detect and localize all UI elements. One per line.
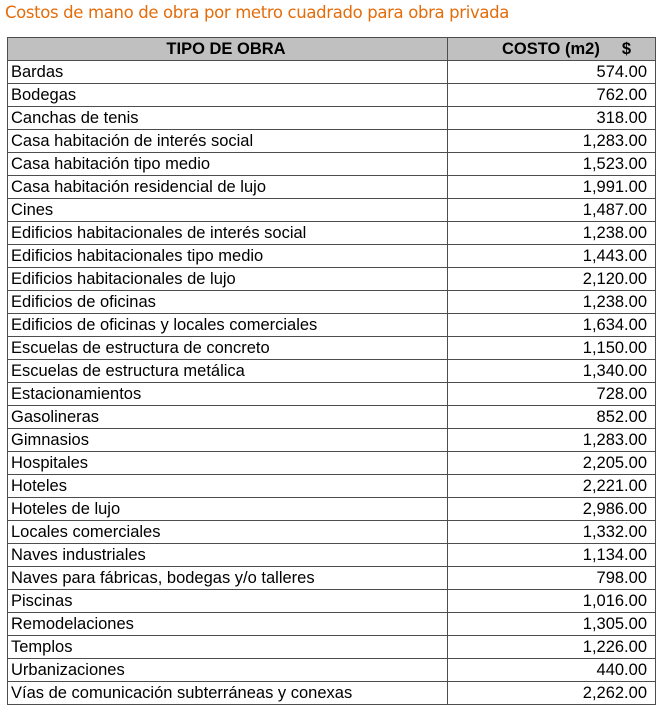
table-header bbox=[8, 38, 656, 61]
row-cost: 1,443.00 bbox=[448, 245, 656, 268]
row-type: Bardas bbox=[8, 61, 448, 84]
row-type: Gimnasios bbox=[8, 429, 448, 452]
table-row bbox=[8, 521, 656, 544]
header-row bbox=[8, 38, 656, 61]
table-body bbox=[8, 61, 656, 705]
row-type: Urbanizaciones bbox=[8, 659, 448, 682]
table-row bbox=[8, 659, 656, 682]
row-type: Casa habitación tipo medio bbox=[8, 153, 448, 176]
table-row bbox=[8, 199, 656, 222]
table-row bbox=[8, 383, 656, 406]
header-cost-label: COSTO (m2) bbox=[502, 40, 600, 58]
row-cost: 2,262.00 bbox=[448, 682, 656, 705]
row-type: Vías de comunicación subterráneas y conexas bbox=[8, 682, 448, 705]
row-type: Escuelas de estructura de concreto bbox=[8, 337, 448, 360]
row-type: Naves industriales bbox=[8, 544, 448, 567]
table-row bbox=[8, 475, 656, 498]
table-row bbox=[8, 245, 656, 268]
row-cost: 1,634.00 bbox=[448, 314, 656, 337]
row-type: Gasolineras bbox=[8, 406, 448, 429]
cost-table bbox=[7, 37, 656, 705]
table-row bbox=[8, 590, 656, 613]
table-row bbox=[8, 567, 656, 590]
table-row bbox=[8, 498, 656, 521]
row-type: Edificios de oficinas bbox=[8, 291, 448, 314]
row-type: Piscinas bbox=[8, 590, 448, 613]
row-type: Casa habitación residencial de lujo bbox=[8, 176, 448, 199]
row-type: Remodelaciones bbox=[8, 613, 448, 636]
table-row bbox=[8, 406, 656, 429]
table-row bbox=[8, 176, 656, 199]
row-cost: 1,016.00 bbox=[448, 590, 656, 613]
row-cost: 318.00 bbox=[448, 107, 656, 130]
table-row bbox=[8, 636, 656, 659]
row-cost: 2,221.00 bbox=[448, 475, 656, 498]
header-type: TIPO DE OBRA bbox=[8, 38, 448, 61]
row-type: Hospitales bbox=[8, 452, 448, 475]
row-cost: 1,238.00 bbox=[448, 291, 656, 314]
table-row bbox=[8, 291, 656, 314]
table-row bbox=[8, 84, 656, 107]
row-cost: 1,305.00 bbox=[448, 613, 656, 636]
table-row bbox=[8, 682, 656, 705]
table-row bbox=[8, 153, 656, 176]
row-cost: 2,205.00 bbox=[448, 452, 656, 475]
table-row bbox=[8, 544, 656, 567]
row-cost: 1,238.00 bbox=[448, 222, 656, 245]
page-title: Costos de mano de obra por metro cuadrado para obra privada bbox=[5, 3, 510, 22]
row-cost: 798.00 bbox=[448, 567, 656, 590]
row-cost: 1,226.00 bbox=[448, 636, 656, 659]
header-currency: $ bbox=[621, 40, 631, 58]
row-cost: 1,340.00 bbox=[448, 360, 656, 383]
table-row bbox=[8, 360, 656, 383]
row-cost: 1,134.00 bbox=[448, 544, 656, 567]
row-type: Edificios habitacionales tipo medio bbox=[8, 245, 448, 268]
row-type: Cines bbox=[8, 199, 448, 222]
row-type: Bodegas bbox=[8, 84, 448, 107]
row-type: Estacionamientos bbox=[8, 383, 448, 406]
row-cost: 2,986.00 bbox=[448, 498, 656, 521]
row-cost: 1,523.00 bbox=[448, 153, 656, 176]
table-row bbox=[8, 314, 656, 337]
row-cost: 762.00 bbox=[448, 84, 656, 107]
table-row bbox=[8, 452, 656, 475]
row-cost: 1,283.00 bbox=[448, 429, 656, 452]
row-cost: 1,332.00 bbox=[448, 521, 656, 544]
table-row bbox=[8, 337, 656, 360]
row-cost: 728.00 bbox=[448, 383, 656, 406]
table-row bbox=[8, 107, 656, 130]
row-type: Naves para fábricas, bodegas y/o talleres bbox=[8, 567, 448, 590]
row-cost: 1,487.00 bbox=[448, 199, 656, 222]
table-row bbox=[8, 222, 656, 245]
row-type: Locales comerciales bbox=[8, 521, 448, 544]
row-cost: 574.00 bbox=[448, 61, 656, 84]
row-cost: 1,991.00 bbox=[448, 176, 656, 199]
row-type: Hoteles bbox=[8, 475, 448, 498]
row-type: Edificios de oficinas y locales comerciales bbox=[8, 314, 448, 337]
row-type: Escuelas de estructura metálica bbox=[8, 360, 448, 383]
row-type: Templos bbox=[8, 636, 448, 659]
row-type: Casa habitación de interés social bbox=[8, 130, 448, 153]
row-cost: 1,283.00 bbox=[448, 130, 656, 153]
table-row bbox=[8, 429, 656, 452]
row-type: Hoteles de lujo bbox=[8, 498, 448, 521]
header-cost bbox=[448, 38, 656, 61]
row-type: Edificios habitacionales de interés social bbox=[8, 222, 448, 245]
row-type: Canchas de tenis bbox=[8, 107, 448, 130]
row-cost: 852.00 bbox=[448, 406, 656, 429]
table-row bbox=[8, 61, 656, 84]
row-cost: 1,150.00 bbox=[448, 337, 656, 360]
row-type: Edificios habitacionales de lujo bbox=[8, 268, 448, 291]
table-row bbox=[8, 130, 656, 153]
table-row bbox=[8, 613, 656, 636]
row-cost: 2,120.00 bbox=[448, 268, 656, 291]
table-row bbox=[8, 268, 656, 291]
row-cost: 440.00 bbox=[448, 659, 656, 682]
